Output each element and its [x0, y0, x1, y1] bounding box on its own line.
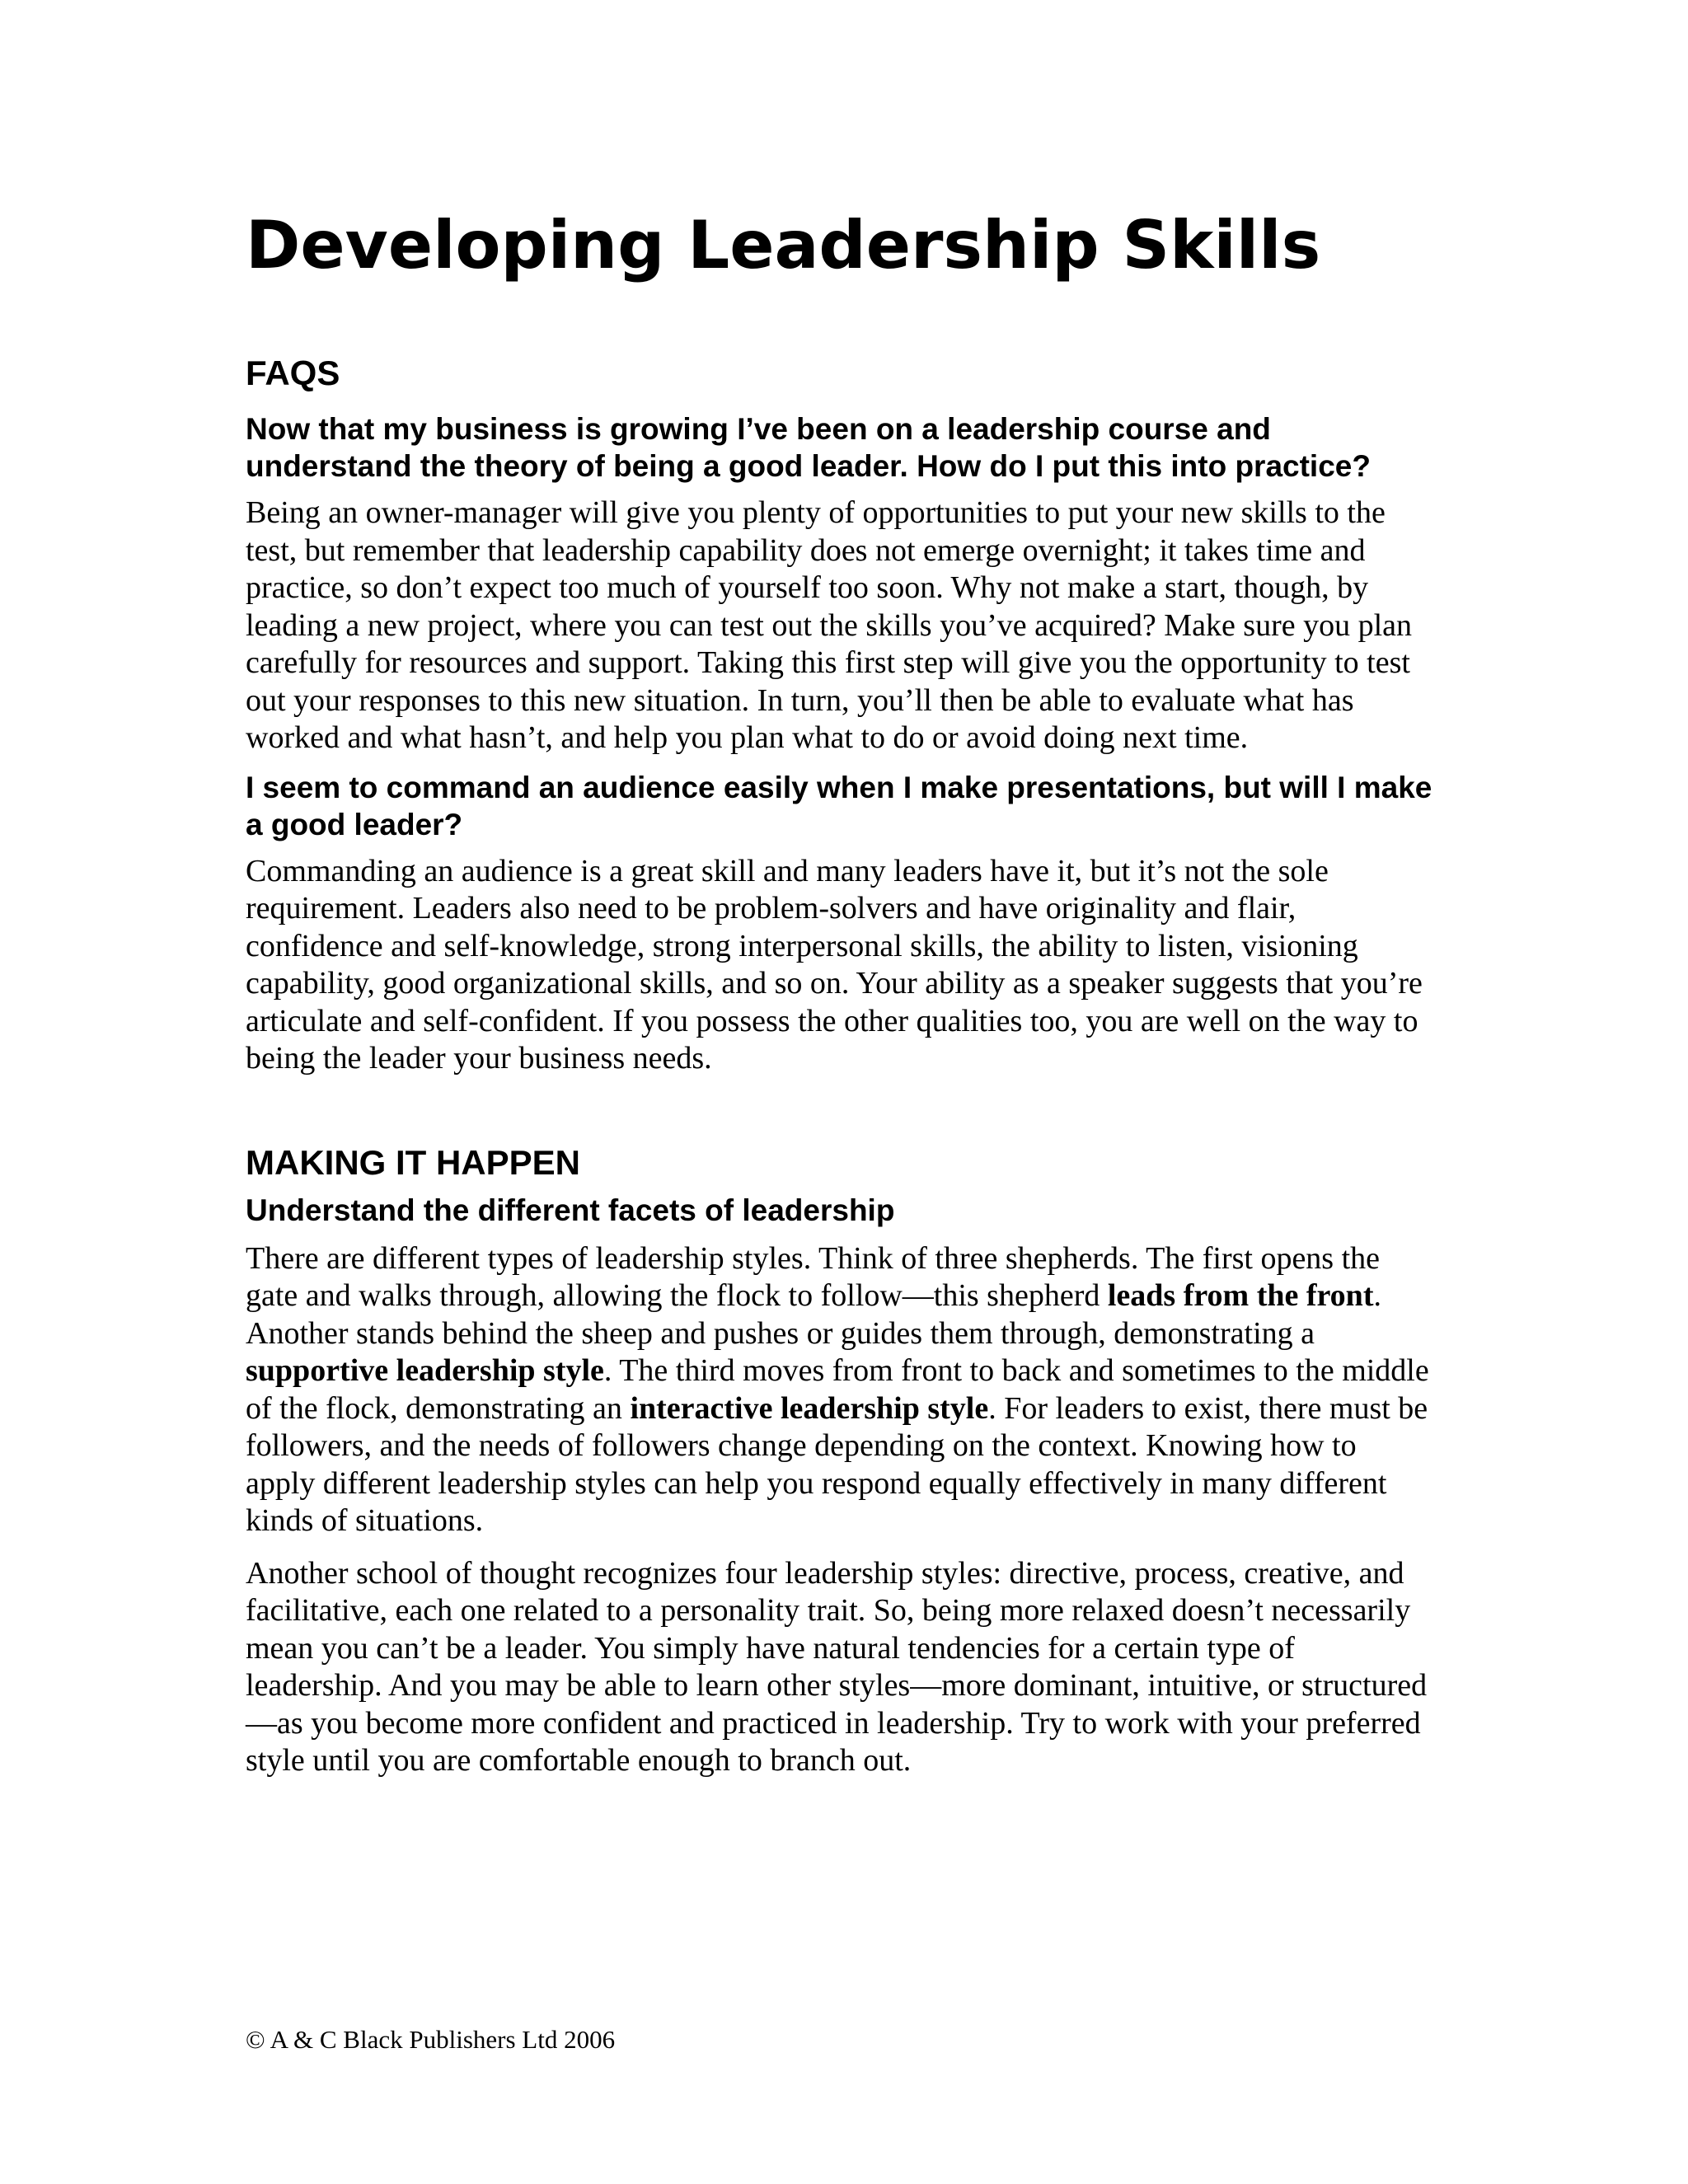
- faq-question-1: Now that my business is growing I’ve been on a leadership course and understand the theory of being a good leader. How do I put this into practice?: [246, 412, 1371, 483]
- bold-term-interactive-style: interactive leadership style: [630, 1390, 989, 1426]
- faqs-heading: FAQS: [246, 354, 340, 392]
- page-content: [246, 204, 1432, 1780]
- faq-question-2: I seem to command an audience easily when I make presentations, but will I make a good leader?: [246, 770, 1432, 841]
- paragraph-text: . Another stands behind the sheep and pushes or guides them through, demonstrating a: [246, 1278, 1381, 1351]
- paragraph-text: . The third moves from front to back and sometimes to the middle of the flock, demonstrating an: [246, 1353, 1429, 1426]
- faq-answer-2: Commanding an audience is a great skill and many leaders have it, but it’s not the sole requirement. Leaders also need to be problem-solvers and have originality and flair, confidence and self-knowledge, strong interpersonal skills, the ability to listen, visioning capability, good organizational skills, and so on. Your ability as a speaker suggests that you’re articulate and self-confident. If you possess the other qualities too, you are well on the way to being the leader your business needs.: [246, 853, 1423, 1076]
- faq-answer-1: Being an owner-manager will give you plenty of opportunities to put your new skills to the test, but remember that leadership capability does not emerge overnight; it takes time and practice, so don’t expect too much of yourself too soon. Why not make a start, though, by leading a new project, where you can test out the skills you’ve acquired? Make sure you plan carefully for resources and support. Taking this first step will give you the opportunity to test out your responses to this new situation. In turn, you’ll then be able to evaluate what has worked and what hasn’t, and help you plan what to do or avoid doing next time.: [246, 495, 1413, 755]
- leadership-styles-paragraph: [246, 1240, 1432, 1540]
- making-it-happen-heading: MAKING IT HAPPEN: [246, 1142, 581, 1182]
- bold-term-supportive-style: supportive leadership style: [246, 1353, 604, 1388]
- paragraph-text: . For leaders to exist, there must be followers, and the needs of followers change depending on the context. Knowing how to apply different leadership styles can help you respond equally effectively in many different kinds of situations.: [246, 1390, 1428, 1538]
- four-styles-paragraph: Another school of thought recognizes four leadership styles: directive, process, creative, and facilitative, each one related to a personality trait. So, being more relaxed doesn’t necessarily mean you can’t be a leader. You simply have natural tendencies for a certain type of leadership. And you may be able to learn other styles—more dominant, intuitive, or structured—as you become more confident and practiced in leadership. Try to work with your preferred style until you are comfortable enough to branch out.: [246, 1555, 1428, 1778]
- paragraph-text: There are different types of leadership styles. Think of three shepherds. The first opens the gate and walks through, allowing the flock to follow—this shepherd: [246, 1240, 1381, 1313]
- bold-term-leads-from-front: leads from the front: [1107, 1278, 1374, 1313]
- document-title: Developing Leadership Skills: [246, 207, 1321, 284]
- copyright-footer: © A & C Black Publishers Ltd 2006: [246, 2025, 616, 2054]
- leadership-facets-subheading: Understand the different facets of leadership: [246, 1193, 895, 1227]
